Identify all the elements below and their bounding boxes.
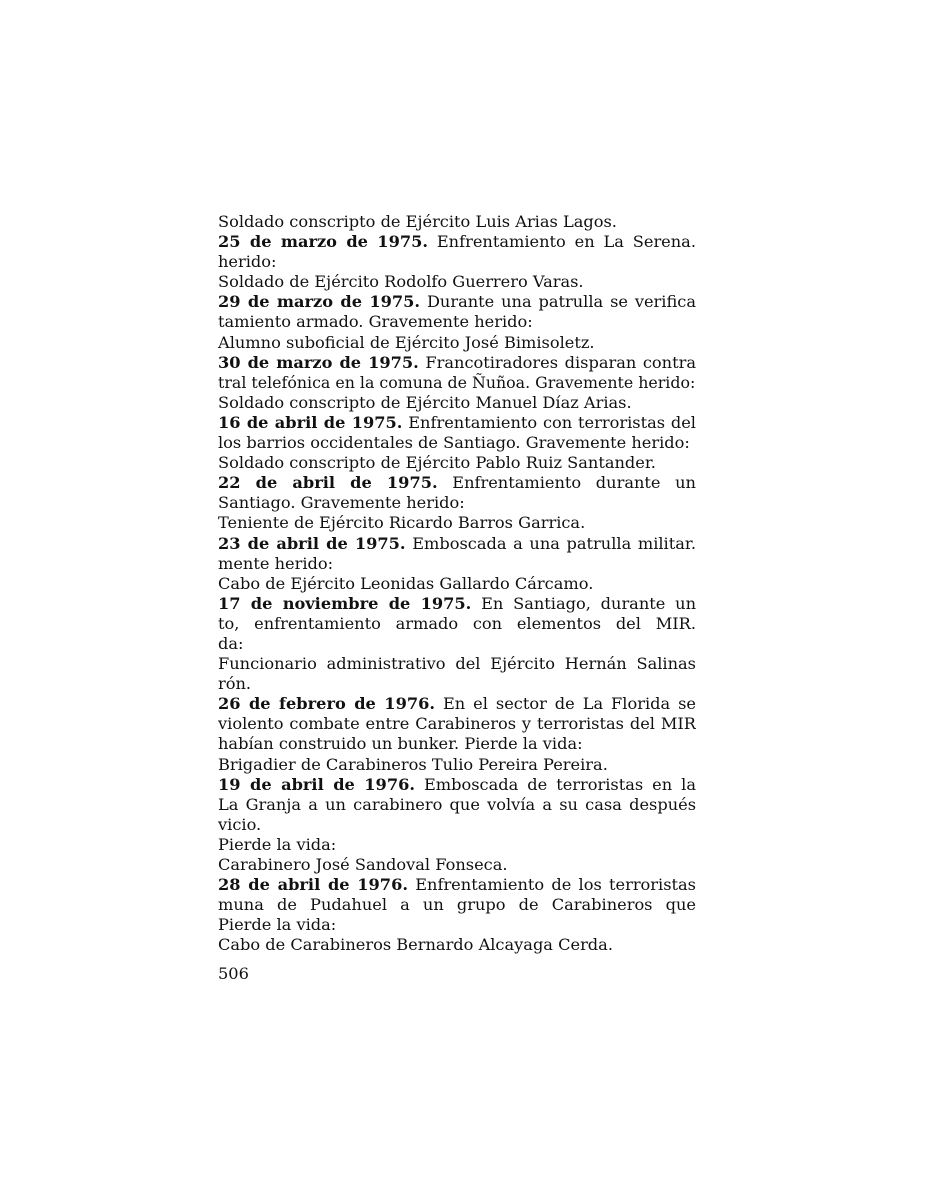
line-text: da: — [218, 633, 244, 653]
body-text — [218, 212, 696, 955]
line-text: En Santiago, durante un — [481, 593, 696, 613]
text-line — [218, 915, 696, 935]
line-text: habían construido un bunker. Pierde la vida: — [218, 734, 583, 754]
entry-date-line — [218, 694, 696, 714]
entry-date: 29 de marzo de 1975. — [218, 292, 421, 312]
text-line — [218, 493, 696, 513]
line-text: En el sector de La Florida se — [442, 694, 696, 714]
line-text: Emboscada de terroristas en la — [423, 774, 696, 794]
line-text: muna de Pudahuel a un grupo de Carabineros que — [218, 895, 696, 915]
entry-date-line — [218, 534, 696, 554]
line-text: Soldado conscripto de Ejército Pablo Ruiz Santander. — [218, 453, 656, 473]
text-line — [218, 795, 696, 815]
text-line — [218, 755, 696, 775]
line-text: Soldado conscripto de Ejército Luis Arias Lagos. — [218, 212, 617, 231]
entry-date-line — [218, 594, 696, 614]
text-line — [218, 674, 696, 694]
line-text: Carabinero José Sandoval Fonseca. — [218, 855, 508, 874]
line-text: Santiago. Gravemente herido: — [218, 493, 465, 513]
entry-date: 26 de febrero de 1976. — [218, 694, 435, 714]
line-text: Soldado de Ejército Rodolfo Guerrero Varas. — [218, 272, 584, 292]
text-line — [218, 714, 696, 734]
text-line — [218, 272, 696, 292]
page-number: 506 — [218, 964, 249, 983]
line-text: los barrios occidentales de Santiago. Gravemente herido: — [218, 433, 690, 453]
text-line — [218, 393, 696, 413]
text-line — [218, 895, 696, 915]
text-line — [218, 935, 696, 955]
entry-date: 30 de marzo de 1975. — [218, 352, 419, 372]
text-line — [218, 554, 696, 574]
entry-date-line — [218, 875, 696, 895]
entry-date: 25 de marzo de 1975. — [218, 232, 428, 252]
entry-date: 28 de abril de 1976. — [218, 875, 408, 895]
line-text: tral telefónica en la comuna de Ñuñoa. Gravemente herido: — [218, 372, 696, 392]
line-text: Soldado conscripto de Ejército Manuel Díaz Arias. — [218, 392, 632, 412]
entry-date-line — [218, 232, 696, 252]
line-text: violento combate entre Carabineros y terroristas del MIR — [218, 714, 696, 734]
text-line — [218, 614, 696, 634]
text-line — [218, 734, 696, 754]
line-text: Cabo de Ejército Leonidas Gallardo Cárcamo. — [218, 573, 594, 593]
line-text: Pierde la vida: — [218, 915, 337, 935]
line-text: Cabo de Carabineros Bernardo Alcayaga Cerda. — [218, 935, 613, 955]
entry-date: 23 de abril de 1975. — [218, 533, 406, 553]
line-text: mente herido: — [218, 553, 334, 573]
line-text: tamiento armado. Gravemente herido: — [218, 312, 533, 332]
text-line — [218, 574, 696, 594]
text-line — [218, 433, 696, 453]
text-line — [218, 373, 696, 393]
line-text: Emboscada a una patrulla militar. — [412, 533, 696, 553]
text-line — [218, 212, 696, 232]
line-text: Funcionario administrativo del Ejército Hernán Salinas — [218, 654, 696, 674]
line-text: Brigadier de Carabineros Tulio Pereira Pereira. — [218, 754, 608, 774]
entry-date-line — [218, 353, 696, 373]
line-text: Teniente de Ejército Ricardo Barros Garrica. — [218, 513, 586, 533]
entry-date: 22 de abril de 1975. — [218, 473, 438, 493]
text-line — [218, 252, 696, 272]
text-line — [218, 815, 696, 835]
entry-date-line — [218, 775, 696, 795]
entry-date-line — [218, 473, 696, 493]
line-text: Enfrentamiento de los terroristas — [415, 875, 696, 895]
line-text: Pierde la vida: — [218, 834, 337, 854]
text-line — [218, 312, 696, 332]
line-text: Enfrentamiento durante un — [452, 473, 696, 493]
line-text: Francotiradores disparan contra — [425, 352, 696, 372]
line-text: vicio. — [218, 814, 262, 834]
line-text: Enfrentamiento en La Serena. — [436, 232, 696, 252]
text-line — [218, 835, 696, 855]
text-line — [218, 333, 696, 353]
text-line — [218, 513, 696, 533]
line-text: to, enfrentamiento armado con elementos del MIR. — [218, 613, 696, 633]
line-text: rón. — [218, 674, 252, 694]
text-line — [218, 634, 696, 654]
text-line — [218, 855, 696, 875]
entry-date: 16 de abril de 1975. — [218, 412, 403, 432]
line-text: herido: — [218, 252, 277, 272]
line-text: La Granja a un carabinero que volvía a su casa después — [218, 794, 696, 814]
entry-date-line — [218, 413, 696, 433]
entry-date: 19 de abril de 1976. — [218, 774, 415, 794]
line-text: Enfrentamiento con terroristas del — [408, 412, 696, 432]
line-text: Durante una patrulla se verifica — [426, 292, 696, 312]
entry-date-line — [218, 292, 696, 312]
text-line — [218, 453, 696, 473]
entry-date: 17 de noviembre de 1975. — [218, 593, 472, 613]
text-line — [218, 654, 696, 674]
line-text: Alumno suboficial de Ejército José Bimisoletz. — [218, 332, 595, 352]
